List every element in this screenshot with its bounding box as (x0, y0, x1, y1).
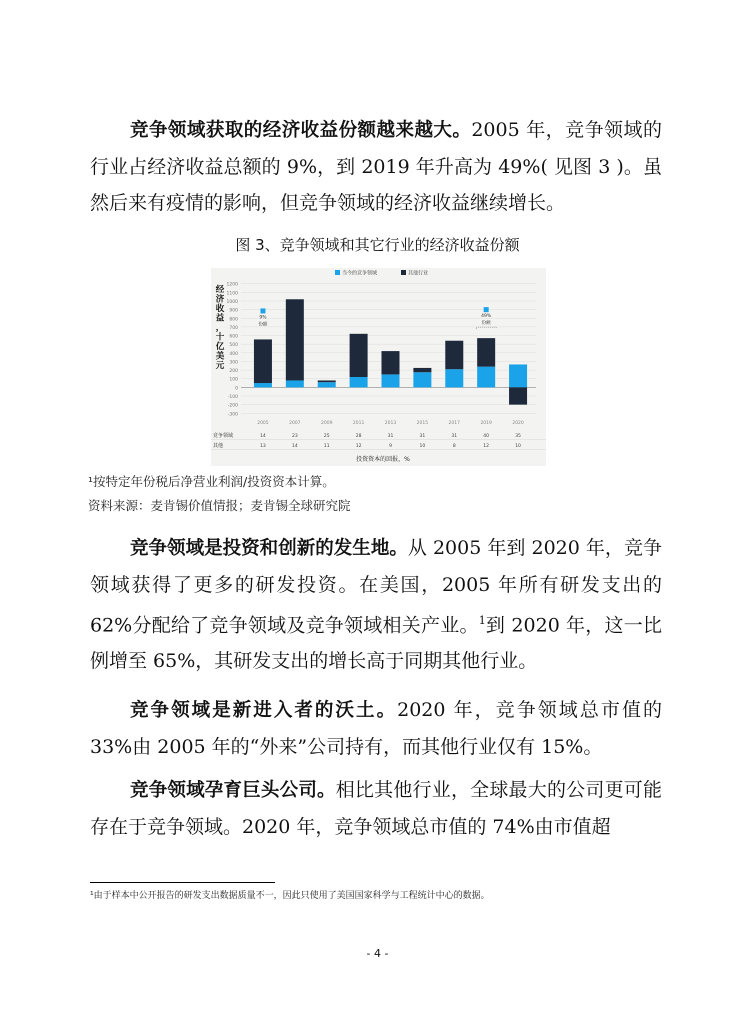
annotation-pct: 9% (259, 315, 267, 321)
y-tick-label: -100 (227, 395, 238, 400)
y-tick-label: -300 (227, 412, 238, 418)
x-tick-label: 2015 (416, 421, 429, 426)
table-value: 11 (323, 444, 330, 449)
x-tick-label: 2013 (384, 421, 397, 426)
table-value: 8 (452, 444, 456, 449)
table-value: 31 (419, 434, 426, 439)
y-tick-label: 1000 (226, 300, 238, 305)
y-tick-label: 900 (229, 308, 238, 314)
bar-competitive (318, 382, 336, 387)
y-tick-label: 200 (229, 369, 238, 375)
bar-other (318, 380, 336, 382)
bar-competitive (509, 364, 527, 387)
paragraph-rd-investment (90, 530, 662, 679)
bar-competitive (445, 369, 463, 387)
paragraph-giant-companies (90, 772, 662, 845)
bar-competitive (254, 383, 272, 387)
paragraph-economic-share (90, 112, 662, 221)
y-axis-label-char: 美 (215, 351, 225, 362)
table-value: 40 (483, 434, 490, 439)
paragraph-body-cont: 到 2020 年，这一比例增至 65%，其研发支出的增长高于同期其他行业。 (90, 614, 662, 673)
paragraph-body: 相比其他行业，全球最大的公司更可能存在于竞争领域。2020 年，竞争领域总市值的 74%由市值超 (90, 779, 662, 838)
y-axis-label-char: ， (215, 323, 225, 333)
table-value: 23 (291, 434, 298, 439)
x-tick-label: 2019 (480, 421, 492, 426)
footnote-divider (90, 882, 275, 883)
bar-other (509, 387, 527, 404)
chart-note: ¹按特定年份税后净营业利润/投资资本计算。 (88, 474, 335, 489)
annotation-marker (484, 307, 489, 312)
paragraph-body: 2005 年，竞争领域的行业占经济收益总额的 9%，到 2019 年升高为 49%( 见图 3 )。虽然后来有疫情的影响，但竞争领域的经济收益继续增长。 (90, 119, 662, 214)
paragraph-lead: 竞争领域是新进入者的沃土。 (130, 700, 398, 721)
bar-other (413, 368, 431, 372)
table-value: 35 (515, 434, 521, 439)
table-value: 10 (515, 444, 521, 449)
y-axis-label-char: 亿 (215, 342, 225, 352)
x-tick-label: 2005 (257, 421, 269, 426)
y-tick-label: 100 (229, 377, 238, 383)
bar-competitive (477, 367, 495, 388)
paragraph-body: 2020 年，竞争领域总市值的 33%由 2005 年的“外来”公司持有，而其他行业仅有 15%。 (90, 699, 662, 758)
legend-swatch (401, 270, 406, 275)
table-value: 31 (451, 434, 458, 439)
footnote: ¹由于样本中公开报告的研发支出数据质量不一，因此只使用了美国国家科学与工程统计中心的数据。 (90, 891, 490, 901)
y-tick-label: 600 (229, 334, 238, 340)
annotation-label: 份额 (258, 322, 268, 328)
annotation-marker (260, 308, 265, 313)
y-tick-label: 400 (229, 351, 238, 357)
table-value: 12 (355, 444, 362, 449)
table-value: 31 (387, 434, 394, 439)
legend-label: 其他行业 (408, 270, 429, 277)
table-value: 28 (355, 434, 362, 439)
bar-competitive (413, 372, 431, 387)
bar-other (286, 299, 304, 380)
annotation-label: 份额 (481, 321, 491, 327)
table-value: 13 (260, 444, 266, 449)
y-tick-label: -200 (227, 403, 238, 409)
y-axis-label-char: 益 (215, 313, 225, 324)
y-tick-label: 500 (229, 343, 238, 349)
paragraph-new-entrants (90, 692, 662, 765)
x-tick-label: 2017 (448, 421, 461, 426)
bar-other (477, 338, 495, 367)
y-tick-label: 300 (229, 360, 238, 366)
chart (211, 268, 546, 466)
paragraph-body: 从 2005 年到 2020 年，竞争领域获得了更多的研发投资。在美国，2005 年所有研发支出的 62%分配给了竞争领域及竞争领域相关产业。 (90, 537, 662, 637)
y-tick-label: 1200 (226, 282, 238, 288)
legend-swatch (335, 270, 340, 275)
table-value: 14 (291, 444, 298, 449)
x-axis-label: 投资资本的回报，% (356, 456, 410, 463)
x-tick-label: 2011 (352, 421, 365, 426)
y-tick-label: 800 (229, 317, 238, 323)
bar-competitive (350, 377, 368, 387)
y-tick-label: 700 (229, 325, 238, 331)
y-axis-label-char: 收 (215, 304, 225, 314)
page-number: - 4 - (366, 947, 389, 960)
x-tick-label: 2009 (320, 421, 333, 426)
x-tick-label: 2007 (289, 421, 301, 426)
table-value: 12 (483, 444, 490, 449)
y-axis-label-char: 济 (215, 294, 225, 305)
table-value: 10 (419, 444, 426, 449)
table-row-label: 竞争领域 (213, 433, 234, 439)
bar-other (254, 339, 272, 383)
footnote-ref: 1 (478, 614, 486, 627)
table-value: 14 (260, 434, 266, 439)
table-row-label: 其他 (213, 443, 224, 449)
y-tick-label: 1100 (226, 291, 238, 297)
y-axis-label-char: 元 (215, 361, 225, 371)
chart-svg (211, 268, 546, 466)
paragraph-lead: 竞争领域是投资和创新的发生地。 (130, 538, 408, 559)
y-axis-label-char: 十 (215, 332, 225, 343)
figure-title: 图 3、竞争领域和其它行业的经济收益份额 (235, 236, 520, 254)
paragraph-lead: 竞争领域获取的经济收益份额越来越大。 (130, 120, 472, 141)
chart-source: 资料来源：麦肯锡价值情报；麦肯锡全球研究院 (88, 498, 351, 513)
annotation-pct: 49% (481, 314, 492, 320)
bar-other (445, 341, 463, 370)
bar-competitive (382, 374, 400, 387)
y-tick-label: 0 (235, 386, 238, 392)
bar-other (350, 334, 368, 377)
table-value: 9 (389, 444, 392, 449)
x-tick-label: 2020 (512, 421, 524, 426)
table-value: 25 (323, 434, 330, 439)
bar-competitive (286, 380, 304, 387)
legend-label: 当今的竞争领域 (342, 270, 378, 277)
bar-other (382, 351, 400, 374)
paragraph-lead: 竞争领域孕育巨头公司。 (130, 780, 336, 801)
y-axis-label-char: 经 (215, 285, 225, 295)
